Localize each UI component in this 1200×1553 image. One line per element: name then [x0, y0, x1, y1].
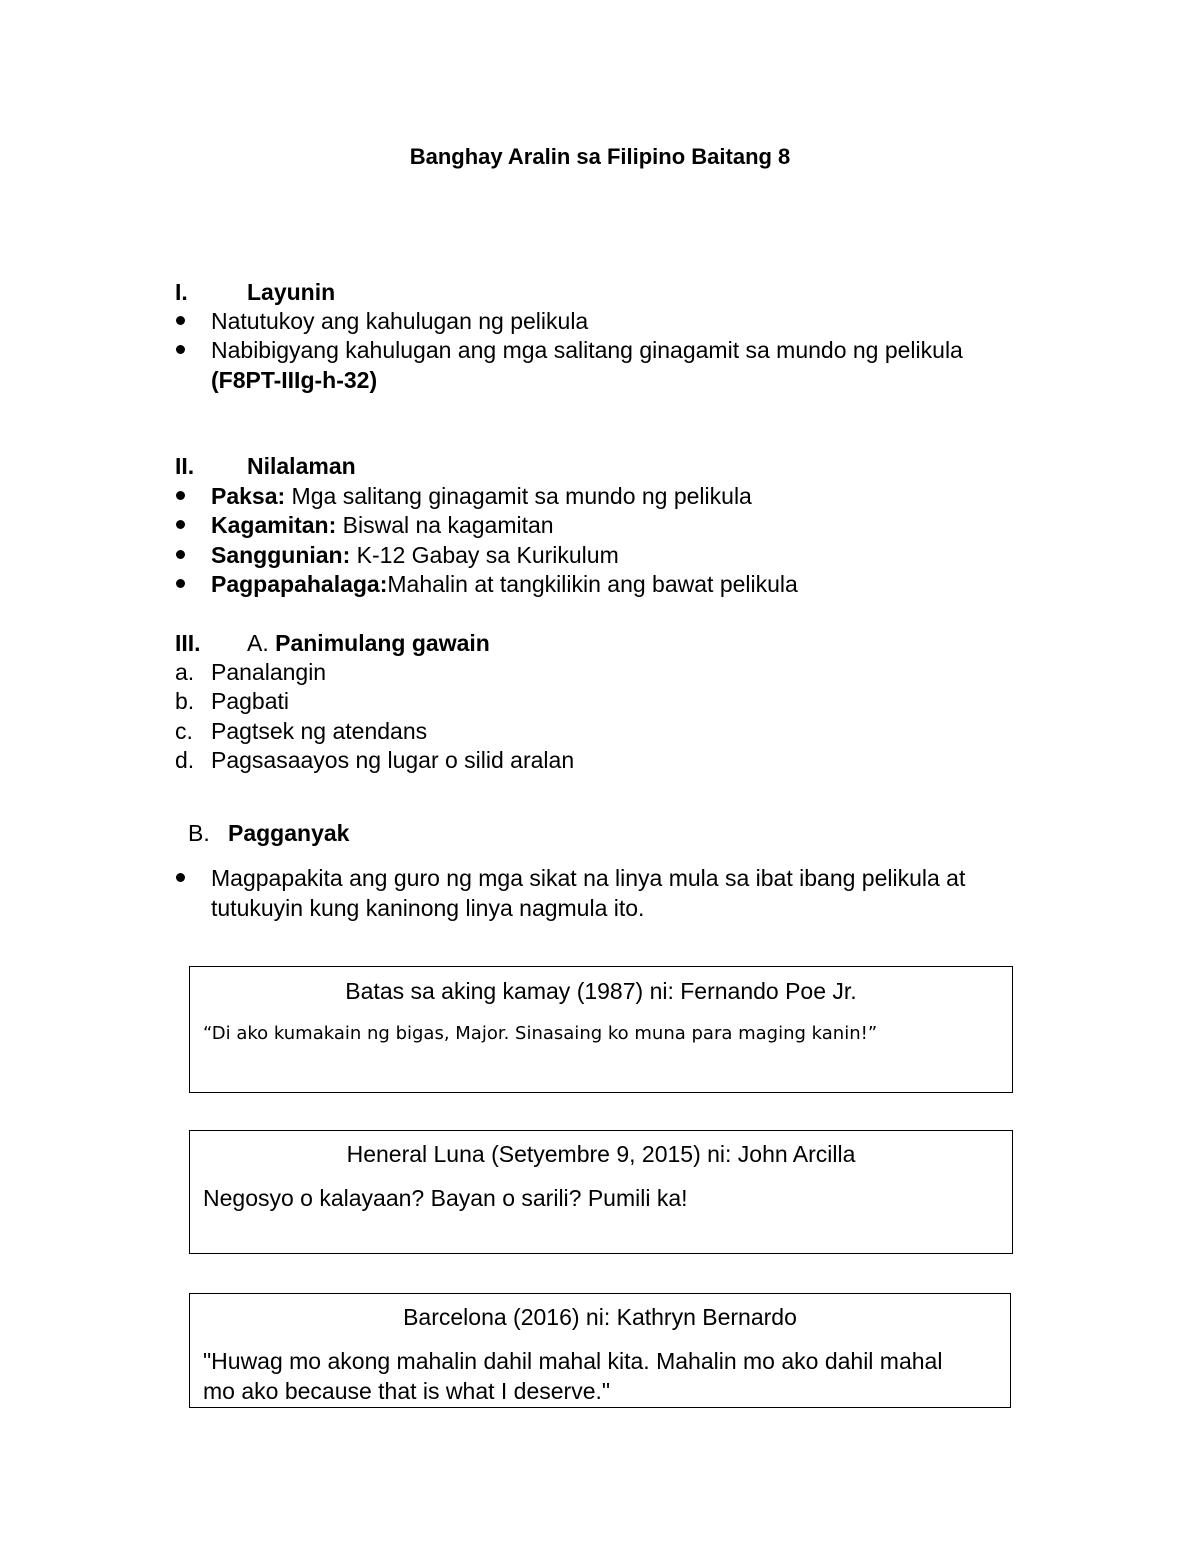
quote-text-line-2: mo ako because that is what I deserve."	[203, 1378, 611, 1404]
bullet-icon	[176, 316, 185, 325]
quote-title: Heneral Luna (Setyembre 9, 2015) ni: John Arcilla	[346, 1141, 856, 1167]
bullet-icon	[176, 550, 185, 559]
content-item-text: Mahalin at tangkilikin ang bawat pelikula	[387, 571, 798, 597]
content-item-label: Pagpapahalaga:	[211, 571, 388, 597]
competency-code: (F8PT-IIIg-h-32)	[211, 367, 378, 393]
activity-item: Pagtsek ng atendans	[211, 718, 428, 744]
content-item	[211, 514, 554, 537]
bullet-icon	[176, 520, 185, 529]
quote-box	[189, 1130, 1013, 1254]
bullet-icon	[176, 491, 185, 500]
quote-text-line-1: "Huwag mo akong mahalin dahil mahal kita. Mahalin mo ako dahil mahal	[203, 1348, 943, 1374]
section-b-heading: Pagganyak	[228, 820, 350, 846]
activity-letter: b.	[175, 688, 195, 714]
section-1-numeral: I.	[175, 279, 188, 305]
objective-item: Nabibigyang kahulugan ang mga salitang ginagamit sa mundo ng pelikula	[211, 337, 963, 363]
activity-item: Panalangin	[211, 659, 327, 685]
activity-item: Pagbati	[211, 688, 290, 714]
section-3-sub-letter: A.	[247, 630, 269, 656]
quote-box	[189, 1293, 1011, 1408]
activity-letter: d.	[175, 747, 195, 773]
content-item-label: Paksa:	[211, 483, 286, 509]
bullet-icon	[176, 579, 185, 588]
content-item-text: Mga salitang ginagamit sa mundo ng pelikula	[285, 483, 752, 509]
quote-title: Barcelona (2016) ni: Kathryn Bernardo	[403, 1304, 797, 1330]
content-item-label: Kagamitan:	[211, 512, 337, 538]
section-3-heading-line	[247, 632, 490, 655]
content-item	[211, 544, 619, 567]
page-title: Banghay Aralin sa Filipino Baitang 8	[409, 144, 791, 169]
activity-letter: c.	[175, 718, 193, 744]
objective-item: Natutukoy ang kahulugan ng pelikula	[211, 308, 589, 334]
content-item	[211, 485, 752, 508]
section-2-numeral: II.	[175, 453, 195, 479]
activity-item: Pagsasaayos ng lugar o silid aralan	[211, 747, 575, 773]
activity-letter: a.	[175, 659, 195, 685]
motivation-line-1: Magpapakita ang guro ng mga sikat na linya mula sa ibat ibang pelikula at	[211, 865, 966, 891]
section-b-letter: B.	[188, 820, 210, 846]
section-3-numeral: III.	[175, 630, 201, 656]
content-item-text: K-12 Gabay sa Kurikulum	[350, 542, 619, 568]
quote-text: “Di ako kumakain ng bigas, Major. Sinasaing ko muna para maging kanin!”	[203, 1023, 878, 1044]
content-item-label: Sanggunian:	[211, 542, 351, 568]
motivation-line-2: tutukuyin kung kaninong linya nagmula ito.	[211, 895, 645, 921]
section-1-heading: Layunin	[247, 279, 336, 305]
bullet-icon	[176, 873, 185, 882]
section-3-heading: Panimulang gawain	[275, 630, 490, 656]
quote-title: Batas sa aking kamay (1987) ni: Fernando Poe Jr.	[345, 978, 857, 1004]
quote-box	[189, 966, 1013, 1093]
section-2-heading: Nilalaman	[247, 453, 356, 479]
content-item	[211, 573, 798, 596]
bullet-icon	[176, 345, 185, 354]
content-item-text: Biswal na kagamitan	[336, 512, 554, 538]
quote-text: Negosyo o kalayaan? Bayan o sarili? Pumili ka!	[203, 1185, 688, 1211]
